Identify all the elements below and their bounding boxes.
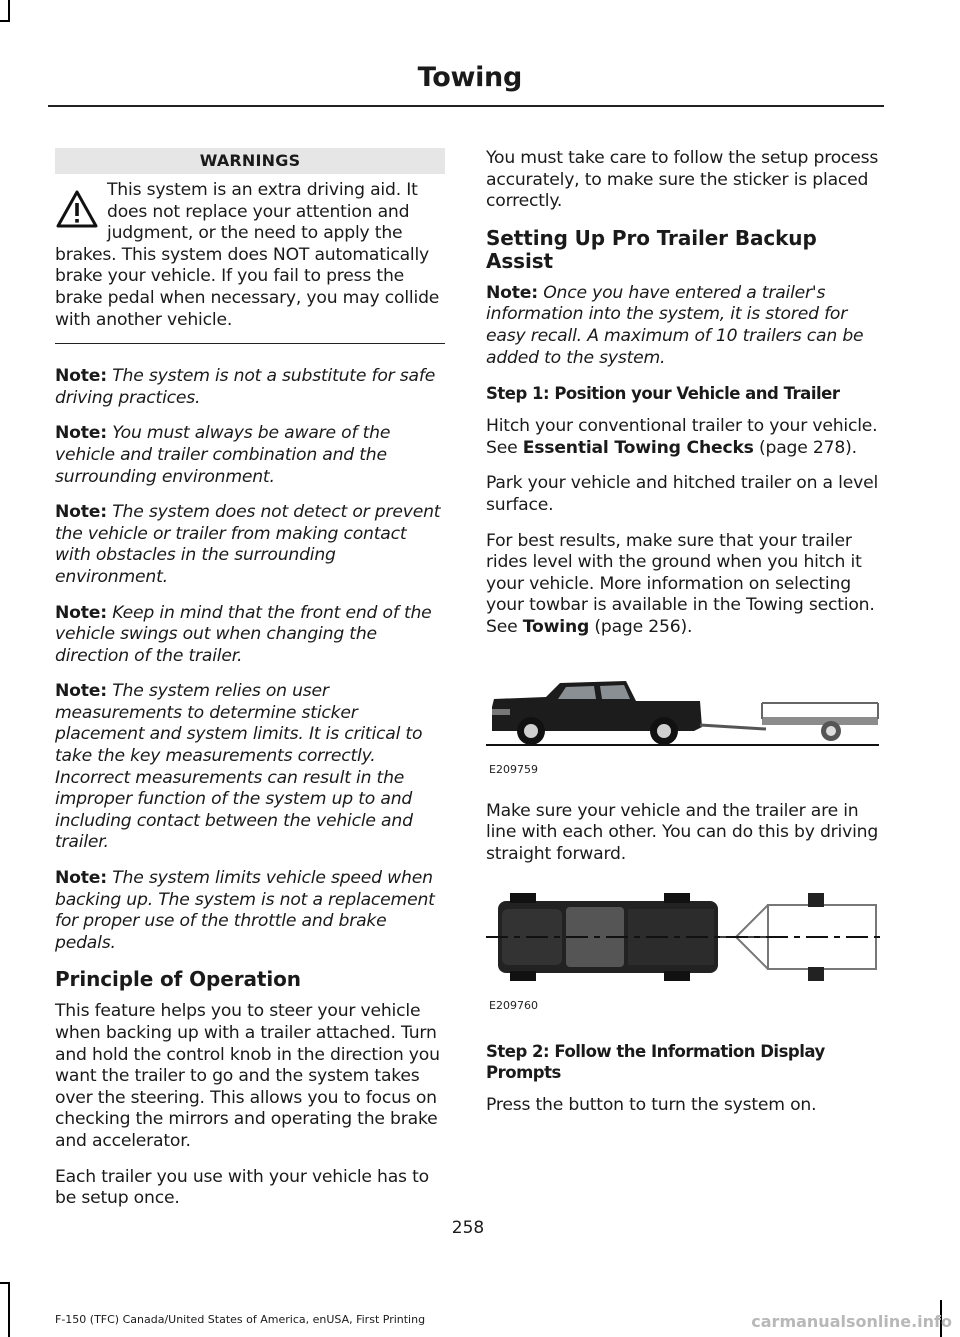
note-text: You must always be aware of the vehicle and trailer combination and the surrounding environment. [55, 423, 391, 487]
figure-side-view [486, 661, 881, 801]
watermark: carmanualsonline.info [751, 1312, 952, 1331]
figure-code: E209759 [489, 762, 538, 776]
towing-link[interactable]: Towing [522, 616, 590, 637]
note-label: Note: [55, 366, 107, 387]
note-text: Keep in mind that the front end of the vehicle swings out when changing the direction of the trailer. [55, 602, 432, 666]
note-label: Note: [55, 502, 107, 523]
note-label: Note: [55, 681, 107, 702]
note-text: The system is not a substitute for safe driving practices. [55, 366, 436, 408]
header-divider [48, 105, 884, 107]
note [55, 681, 445, 854]
note-label: Note: [55, 868, 107, 889]
intro-paragraph: You must take care to follow the setup process accurately, to make sure the sticker is placed correctly. [486, 148, 879, 212]
press-button-paragraph: Press the button to turn the system on. [486, 1095, 817, 1116]
note-text: The system does not detect or prevent the vehicle or trailer from making contact with obstacles in the surrounding environment. [55, 502, 441, 587]
warnings-box [55, 148, 445, 344]
truck-trailer-top-illustration [486, 887, 881, 995]
note-label: Note: [486, 282, 538, 303]
best-results-paragraph [486, 531, 881, 639]
note-text: The system relies on user measurements to determine sticker placement and system limits. It is critical to take the key measurements correctly. Incorrect measurements can result in the improper function of the system up to and including contact between the vehicle and trailer. [55, 681, 423, 853]
crop-mark [8, 0, 10, 22]
edition-footer: F-150 (TFC) Canada/United States of America, enUSA, First Printing [55, 1313, 426, 1326]
hitch-page-ref: (page 278). [758, 437, 857, 458]
warnings-body [55, 180, 445, 331]
park-paragraph: Park your vehicle and hitched trailer on a level surface. [486, 473, 879, 515]
setup-note [486, 283, 881, 369]
note [55, 603, 445, 668]
left-column [55, 148, 445, 1224]
note-text: Once you have entered a trailer's information into the system, it is stored for easy recall. A maximum of 10 trailers can be added to the system. [486, 282, 864, 368]
inline-paragraph: Make sure your vehicle and the trailer are in line with each other. You can do this by driving straight forward. [486, 800, 879, 864]
principle-paragraph: This feature helps you to steer your vehicle when backing up with a trailer attached. Turn and hold the control knob in the direction you want the trailer to go and the system takes over the steering. This allows you to focus on checking the mirrors and operating the brake and accelerator. [55, 1001, 440, 1151]
crop-mark [0, 1282, 10, 1284]
warning-triangle-icon [55, 188, 99, 232]
crop-mark [0, 20, 10, 22]
towing-page-ref: (page 256). [594, 616, 693, 637]
warnings-divider [55, 343, 445, 344]
principle-paragraph-setup: Each trailer you use with your vehicle has to be setup once. [55, 1166, 429, 1209]
step-2-heading: Step 2: Follow the Information Display Prompts [486, 1042, 825, 1083]
crop-mark [8, 1282, 10, 1337]
truck-trailer-side-illustration [486, 661, 881, 761]
right-column [486, 148, 881, 1131]
figure-code: E209760 [489, 999, 538, 1013]
note-label: Note: [55, 602, 107, 623]
section-heading-principle: Principle of Operation [55, 967, 301, 992]
figure-top-view [486, 887, 881, 1027]
warnings-heading: WARNINGS [55, 148, 445, 174]
note [55, 366, 445, 409]
note [55, 423, 445, 488]
section-heading-setup: Setting Up Pro Trailer Backup Assist [486, 225, 817, 273]
hitch-text: Hitch your conventional trailer to your vehicle. See [486, 416, 878, 458]
best-results-text: For best results, make sure that your trailer rides level with the ground when you hitch it your vehicle. More information on selecting your towbar is available in the Towing section. See [486, 530, 875, 637]
note-text: The system limits vehicle speed when backing up. The system is not a replacement for proper use of the throttle and brake pedals. [55, 868, 435, 953]
note [55, 502, 445, 588]
warnings-text: This system is an extra driving aid. It does not replace your attention and judgment, or the need to apply the brakes. This system does NOT automatically brake your vehicle. If you fail to press the brake pedal when necessary, you may collide with another vehicle. [55, 180, 440, 330]
page-number: 258 [451, 1218, 485, 1238]
page-title: Towing [417, 62, 522, 93]
essential-towing-checks-link[interactable]: Essential Towing Checks [522, 437, 754, 458]
hitch-paragraph [486, 416, 881, 459]
step-1-heading: Step 1: Position your Vehicle and Trailer [486, 384, 840, 404]
note [55, 868, 445, 954]
note-label: Note: [55, 423, 107, 444]
